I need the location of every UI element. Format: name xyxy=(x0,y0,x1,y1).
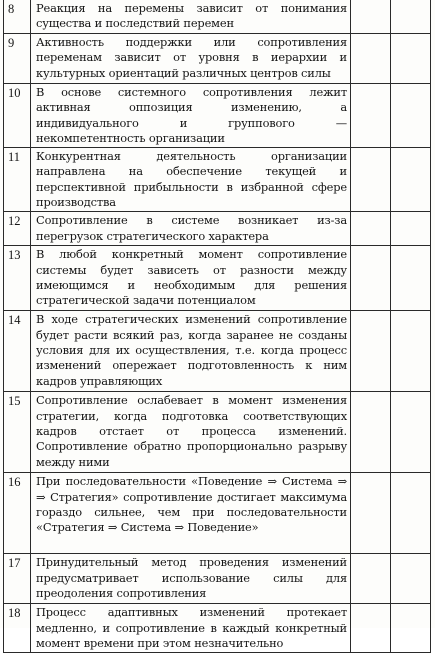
table-row xyxy=(4,212,431,246)
table-row xyxy=(4,473,431,554)
answer-cell xyxy=(391,604,431,653)
answer-cell xyxy=(351,392,391,473)
answer-cell xyxy=(391,148,431,212)
statement-text: При последовательности «Поведение ⇒ Система ⇒ ⇒ Стратегия» сопротивление достигает максимума гораздо сильнее, чем при последовательности «Стратегия ⇒ Система ⇒ Поведение» xyxy=(31,473,351,554)
statement-text: Процесс адаптивных изменений протекает медленно, и сопротивление в каждый конкретный момент времени при этом незначительно xyxy=(31,604,351,653)
table-row xyxy=(4,392,431,473)
row-number: 8 xyxy=(4,0,31,34)
row-number: 16 xyxy=(4,473,31,554)
answer-cell xyxy=(391,554,431,604)
statement-text: Сопротивление ослабевает в момент изменения стратегии, когда подготовка соответствующих кадров отстает от процесса изменений. Сопротивление обратно пропорционально разрыву между ними xyxy=(31,392,351,473)
statement-text: В основе системного сопротивления лежит активная оппозиция изменению, а индивидуального и группового — некомпетентность организации xyxy=(31,84,351,148)
answer-cell xyxy=(391,34,431,84)
statement-text: Принудительный метод проведения изменений предусматривает использование силы для преодоления сопротивления xyxy=(31,554,351,604)
answer-cell xyxy=(351,473,391,554)
answer-cell xyxy=(391,212,431,246)
table-row xyxy=(4,148,431,212)
answer-cell xyxy=(351,148,391,212)
table-row xyxy=(4,0,431,34)
row-number: 17 xyxy=(4,554,31,604)
answer-cell xyxy=(351,84,391,148)
row-number: 10 xyxy=(4,84,31,148)
answer-cell xyxy=(351,246,391,311)
statement-text: Сопротивление в системе возникает из-за перегрузок стратегического характера xyxy=(31,212,351,246)
table-row xyxy=(4,246,431,311)
statement-text: Активность поддержки или сопротивления переменам зависит от уровня в иерархии и культурных ориентаций различных центров силы xyxy=(31,34,351,84)
table-row xyxy=(4,34,431,84)
table-row xyxy=(4,554,431,604)
answer-cell xyxy=(391,84,431,148)
statement-text: Реакция на перемены зависит от понимания существа и последствий перемен xyxy=(31,0,351,34)
answer-cell xyxy=(351,0,391,34)
statement-text: В ходе стратегических изменений сопротивление будет расти всякий раз, когда заранее не созданы условия для их осуществления, т.е. когда процесс изменений опережает подготовленность к ним кадров управляющих xyxy=(31,311,351,392)
answer-cell xyxy=(351,34,391,84)
answer-cell xyxy=(391,246,431,311)
answer-cell xyxy=(391,392,431,473)
row-number: 18 xyxy=(4,604,31,653)
row-number: 15 xyxy=(4,392,31,473)
table-row xyxy=(4,604,431,653)
answer-cell xyxy=(351,212,391,246)
row-number: 14 xyxy=(4,311,31,392)
statement-text: Конкурентная деятельность организации направлена на обеспечение текущей и перспективной прибыльности в избранной сфере производства xyxy=(31,148,351,212)
table-row xyxy=(4,311,431,392)
row-number: 12 xyxy=(4,212,31,246)
statement-text: В любой конкретный момент сопротивление системы будет зависеть от разности между имеющимся и необходимым для решения стратегической задачи потенциалом xyxy=(31,246,351,311)
answer-cell xyxy=(351,311,391,392)
answer-cell xyxy=(351,554,391,604)
table-row xyxy=(4,84,431,148)
answer-cell xyxy=(351,604,391,653)
statements-table xyxy=(3,0,431,653)
row-number: 11 xyxy=(4,148,31,212)
row-number: 9 xyxy=(4,34,31,84)
answer-cell xyxy=(391,311,431,392)
row-number: 13 xyxy=(4,246,31,311)
answer-cell xyxy=(391,473,431,554)
answer-cell xyxy=(391,0,431,34)
